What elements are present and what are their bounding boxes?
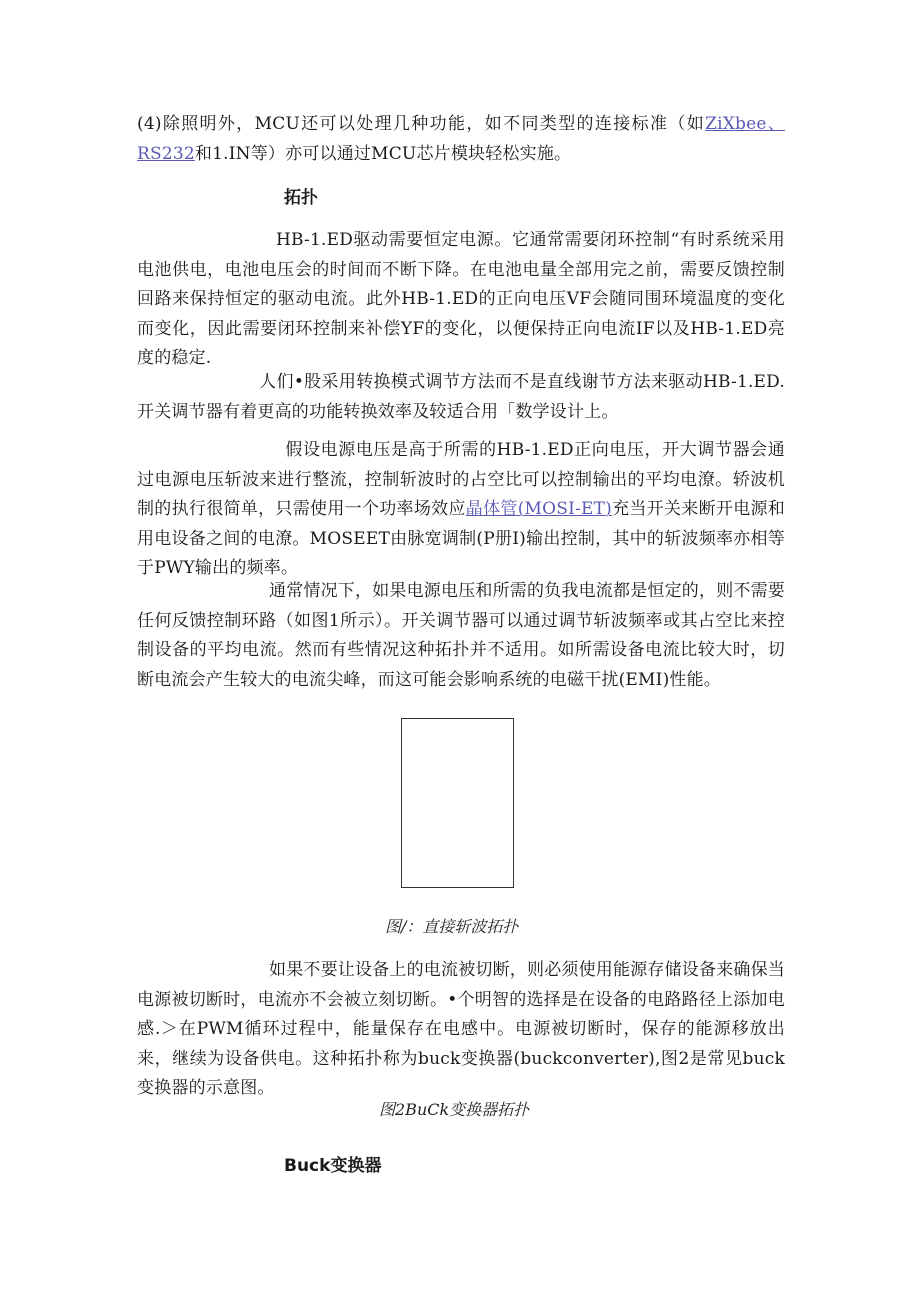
caption-figure-1: 图/：直接斩波拓扑: [385, 917, 519, 936]
paragraph-text: 通常情况下，如果电源电压和所需的负我电流都是恒定的，则不需要任何反馈控制环路（如图1所示）。开关调节器可以通过调节斩波频率或其占空比来控制设备的平均电流。然而有些情况这种拓扑并不适用。如所需设备电流比较大时，切断电流会产生较大的电流尖峰，而这可能会影响系统的电磁干扰(EMI)性能。: [137, 581, 785, 690]
paragraph-connectivity: [137, 110, 785, 169]
paragraph-text: 和1.IN等）亦可以通过MCU芯片模块轻松实施。: [194, 143, 572, 164]
paragraph-text: (4)除照明外，MCU还可以处理几种功能，如不同类型的连接标准（如: [137, 114, 706, 134]
paragraph-text: 人们•股采用转换模式调节方法而不是直线谢节方法来驱动HB-1.ED.开关调节器有着更高的功能转换效率及较适合用「数学设计上。: [137, 372, 785, 422]
link-mosfet[interactable]: 晶体管(MOSI-ET): [465, 499, 612, 519]
paragraph-inductor: [137, 956, 785, 1104]
link-zixbee-rs232[interactable]: ZiXbee、RS232: [137, 114, 785, 164]
paragraph-text: HB-1.ED驱动需要恒定电源。它通常需要闭环控制“有时系统采用电池供电，电池电压会的时间而不断下降。在电池电量全部用完之前，需要反馈控制回路来保持恒定的驱动电流。此外HB-1.ED的正向电压VF会随同围环境温度的变化而变化，因此需要闭环控制来补偿YF的变化，以便保持正向电流IF以及HB-1.ED亮度的稳定.: [137, 230, 785, 368]
paragraph-chopping: [137, 436, 785, 584]
figure-1-placeholder: [401, 718, 514, 888]
paragraph-switch-mode: [137, 368, 785, 427]
paragraph-constant-power: [137, 226, 785, 374]
paragraph-feedback: [137, 577, 785, 695]
paragraph-text: 充当开关来断开电源和用电设备之间的电潦。MOSEET由脉宽调制(P册I)输出控制，其中的斩波频率亦相等于PWY输出的频率。: [137, 499, 786, 578]
heading-buck-converter: Buck变换器: [284, 1156, 382, 1176]
paragraph-text: 如果不要让设备上的电流被切断，则必须使用能源存储设备来确保当电源被切断时，电流亦不会被立刻切断。•个明智的选择是在设备的电路路径上添加电感.＞在PWM循环过程中，能量保存在电感中。电源被切断时，保存的能源移放出来，继续为设备供电。这种拓扑称为buck变换器(buckconverter),图2是常见buck变换器的示意图。: [137, 960, 785, 1098]
paragraph-text: 假设电源电压是高于所需的HB-1.ED正向电压，开大调节器会通过电源电压斩波来进行整流，控制斩波时的占空比可以控制输出的平均电潦。轿波机制的执行很简单，只需使用一个功率场效应: [137, 440, 785, 519]
heading-topology: 拓扑: [284, 188, 318, 208]
caption-figure-2: 图2BuCk变换器拓扑: [379, 1100, 530, 1119]
